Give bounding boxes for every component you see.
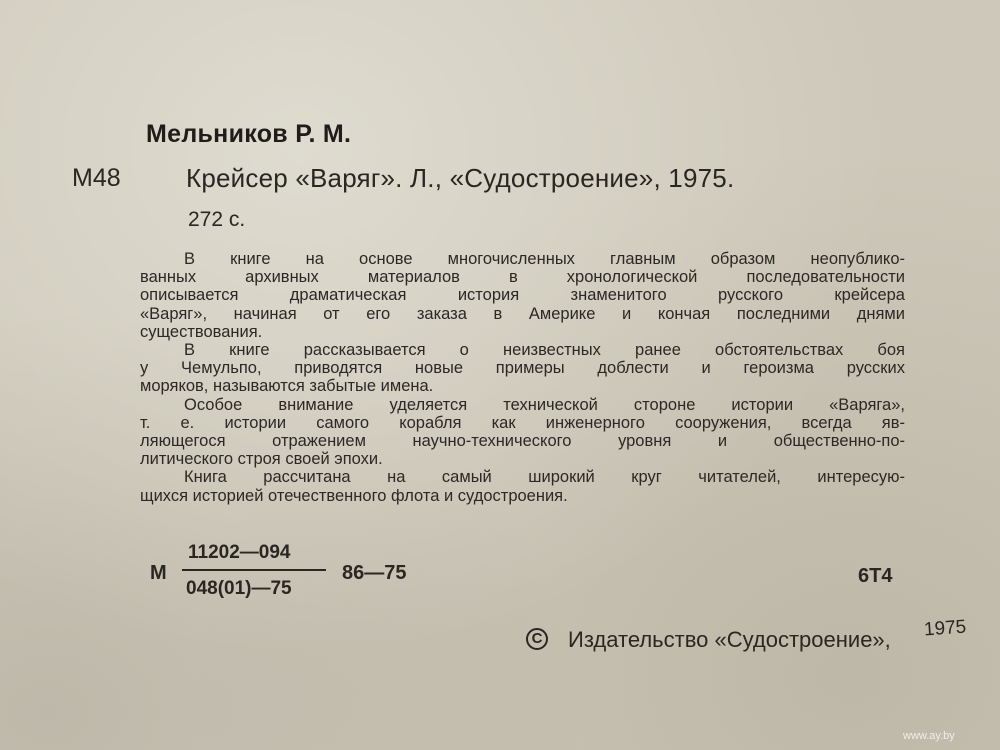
abstract-line: описывается драматическая история знаменитого русского крейсера [140, 286, 905, 305]
classification-suffix: 86—75 [342, 562, 407, 584]
classification-denominator: 048(01)—75 [186, 578, 292, 599]
copyright-icon: C [526, 628, 548, 650]
abstract-paragraph-2 [140, 341, 905, 396]
abstract-line: литического строя своей эпохи. [140, 450, 383, 469]
abstract-line: моряков, называются забытые имена. [140, 377, 434, 396]
watermark: www.ay.by [903, 730, 955, 742]
abstract-paragraph-1 [140, 250, 905, 341]
abstract-line: Особое внимание уделяется технической стороне истории «Варяга», [184, 395, 905, 414]
classification-letter: М [150, 562, 167, 584]
abstract [140, 250, 905, 505]
abstract-paragraph-3 [140, 396, 905, 469]
library-code: М48 [72, 164, 121, 192]
abstract-line: у Чемульпо, приводятся новые примеры доблести и героизма русских [140, 359, 905, 378]
abstract-line: ляющегося отражением научно-технического уровня и общественно-по- [140, 432, 905, 451]
copyright-publisher: Издательство «Судостроение», [568, 627, 891, 652]
bbk-index: 6Т4 [858, 565, 893, 587]
abstract-line: ванных архивных материалов в хронологической последовательности [140, 268, 905, 287]
abstract-line: «Варяг», начиная от его заказа в Америке и кончая последними днями [140, 304, 905, 323]
copyright-year: 1975 [923, 616, 967, 641]
classification-numerator: 11202—094 [188, 542, 291, 563]
abstract-line: т. е. истории самого корабля как инженерного сооружения, всегда яв- [140, 413, 905, 432]
abstract-line: В книге рассказывается о неизвестных ранее обстоятельствах боя [184, 341, 905, 360]
book-title-line: Крейсер «Варяг». Л., «Судостроение», 1975. [186, 163, 735, 193]
abstract-line: В книге на основе многочисленных главным образом неопублико- [184, 250, 905, 268]
abstract-line: Книга рассчитана на самый широкий круг читателей, интересую- [184, 468, 905, 487]
author-name: Мельников Р. М. [146, 120, 352, 148]
abstract-line: существования. [140, 322, 263, 341]
fraction-bar [182, 569, 326, 571]
abstract-line: щихся историей отечественного флота и судостроения. [140, 486, 568, 505]
page-count: 272 с. [188, 208, 246, 231]
abstract-paragraph-4 [140, 468, 905, 504]
